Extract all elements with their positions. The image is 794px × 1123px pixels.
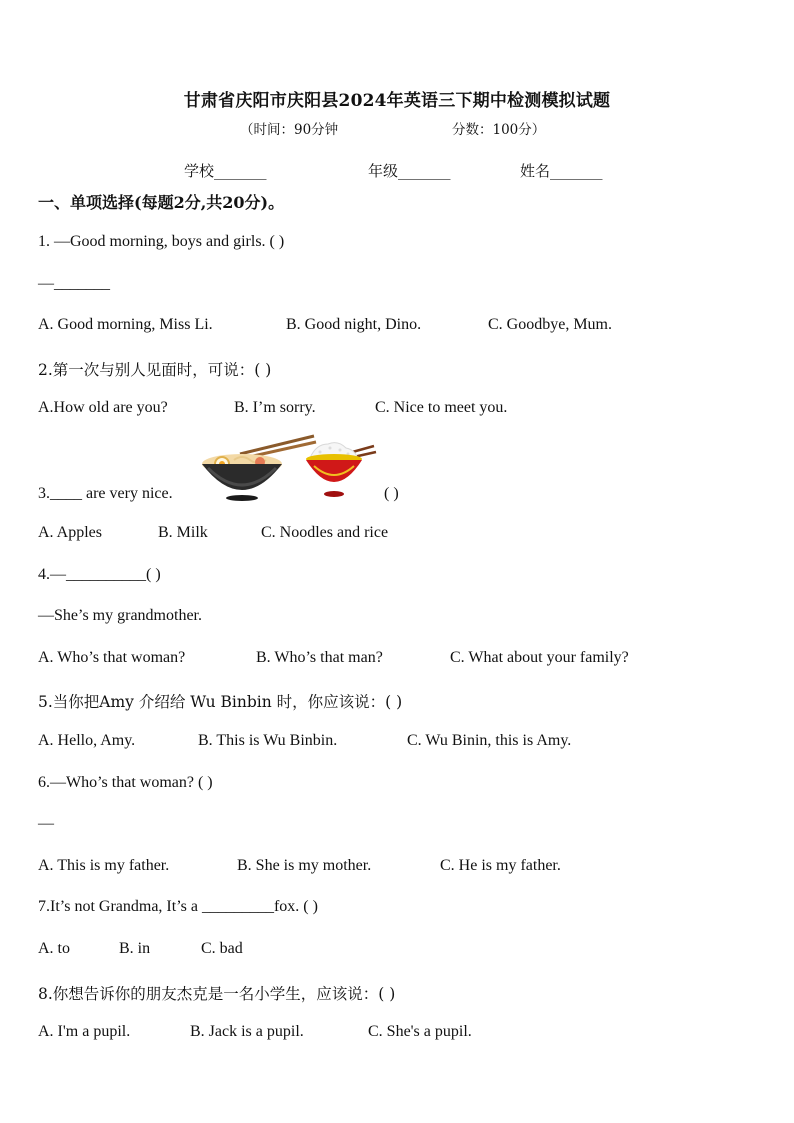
option-c: C. He is my father. bbox=[440, 857, 561, 874]
option-b: B. Good night, Dino. bbox=[286, 316, 422, 333]
question-1-options bbox=[0, 316, 794, 338]
time-info: （时间：90分钟 bbox=[240, 122, 339, 138]
option-c: C. What about your family? bbox=[450, 649, 629, 666]
option-b: B. Milk bbox=[158, 524, 208, 541]
question-3-options bbox=[0, 524, 794, 546]
question-2-stem: 2.第一次与别人见面时，可说：( ) bbox=[38, 361, 272, 379]
question-4-stem: 4.—__________( ) bbox=[38, 566, 161, 583]
option-b: B. This is Wu Binbin. bbox=[198, 732, 338, 749]
question-6-answer-line: — bbox=[38, 815, 54, 832]
option-a: A.How old are you? bbox=[38, 399, 168, 416]
question-1-answer-line: —_______ bbox=[38, 275, 110, 292]
option-c: C. Goodbye, Mum. bbox=[488, 316, 612, 333]
question-4-options bbox=[0, 649, 794, 671]
option-a: A. Good morning, Miss Li. bbox=[38, 316, 213, 333]
question-3-stem: 3.____ are very nice. bbox=[38, 485, 173, 502]
option-a: A. Who’s that woman? bbox=[38, 649, 186, 666]
page-title: 甘肃省庆阳市庆阳县2024年英语三下期中检测模拟试题 bbox=[183, 91, 611, 111]
option-a: A. to bbox=[38, 940, 70, 957]
option-c: C. She's a pupil. bbox=[368, 1023, 472, 1040]
option-b: B. I’m sorry. bbox=[234, 399, 316, 416]
option-c: C. bad bbox=[201, 940, 243, 957]
question-4-answer-line: —She’s my grandmother. bbox=[38, 607, 202, 624]
name-field: 姓名_______ bbox=[520, 162, 603, 180]
question-3-paren: ( ) bbox=[384, 485, 399, 502]
food-illustration bbox=[198, 432, 378, 504]
question-1-stem: 1. —Good morning, boys and girls. ( ) bbox=[38, 233, 285, 250]
option-b: B. Jack is a pupil. bbox=[190, 1023, 304, 1040]
question-2-options bbox=[0, 399, 794, 421]
option-a: A. This is my father. bbox=[38, 857, 170, 874]
option-b: B. Who’s that man? bbox=[256, 649, 383, 666]
option-a: A. Hello, Amy. bbox=[38, 732, 136, 749]
question-8-options bbox=[0, 1023, 794, 1045]
section-heading: 一、单项选择(每题2分,共20分)。 bbox=[38, 193, 285, 212]
question-8-stem: 8.你想告诉你的朋友杰克是一名小学生，应该说：( ) bbox=[38, 985, 396, 1003]
question-5-options bbox=[0, 732, 794, 754]
option-b: B. She is my mother. bbox=[237, 857, 372, 874]
option-a: A. I'm a pupil. bbox=[38, 1023, 131, 1040]
noodles-bowl-image bbox=[198, 432, 378, 504]
grade-field: 年级_______ bbox=[368, 162, 451, 180]
question-7-stem: 7.It’s not Grandma, It’s a _________fox. ( ) bbox=[38, 898, 318, 915]
option-c: C. Noodles and rice bbox=[261, 524, 389, 541]
option-a: A. Apples bbox=[38, 524, 102, 541]
option-c: C. Nice to meet you. bbox=[375, 399, 508, 416]
option-c: C. Wu Binin, this is Amy. bbox=[407, 732, 572, 749]
question-5-stem: 5.当你把Amy 介绍给 Wu Binbin 时，你应该说：( ) bbox=[38, 693, 403, 711]
question-6-options bbox=[0, 857, 794, 879]
school-field: 学校_______ bbox=[184, 162, 267, 180]
score-info: 分数：100分） bbox=[452, 122, 546, 138]
question-7-options bbox=[0, 940, 794, 962]
question-6-stem: 6.—Who’s that woman? ( ) bbox=[38, 774, 213, 791]
option-b: B. in bbox=[119, 940, 151, 957]
